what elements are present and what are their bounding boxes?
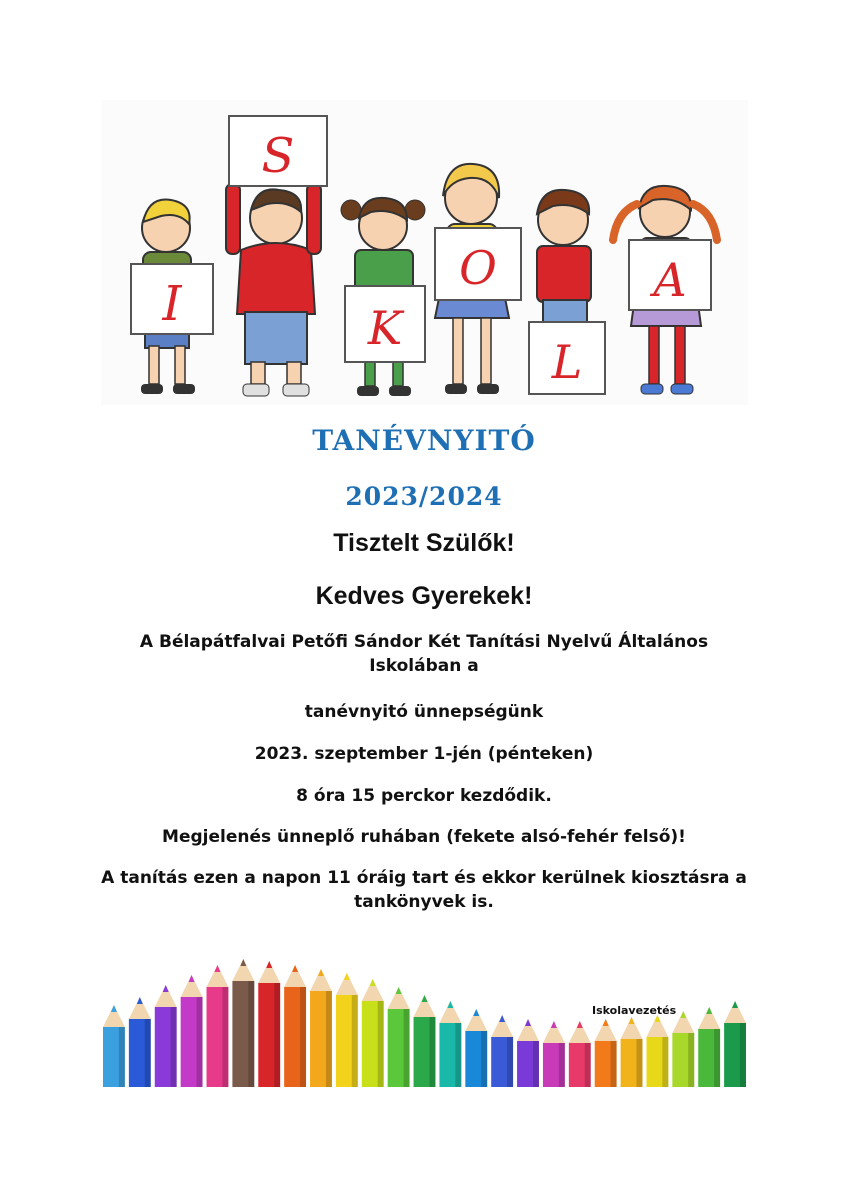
note-paragraph bbox=[90, 866, 758, 914]
pencil bbox=[569, 1021, 591, 1087]
pencil bbox=[232, 959, 254, 1087]
pencil bbox=[672, 1011, 694, 1087]
event-line: tanévnyitó ünnepségünk bbox=[304, 702, 544, 722]
svg-text:L: L bbox=[551, 335, 583, 389]
pencil bbox=[724, 1001, 746, 1087]
school-name-line2: Iskolában a bbox=[369, 656, 479, 676]
greeting-children: Kedves Gyerekek! bbox=[315, 582, 533, 610]
svg-text:S: S bbox=[261, 128, 295, 184]
time-line: 8 óra 15 perckor kezdődik. bbox=[296, 786, 552, 806]
pencil bbox=[181, 975, 203, 1087]
dress-code-line: Megjelenés ünneplő ruhában (fekete alsó-fehér felső)! bbox=[162, 827, 686, 847]
pencil bbox=[310, 969, 332, 1087]
letter-card-s bbox=[229, 116, 327, 186]
pencil bbox=[362, 979, 384, 1087]
svg-text:I: I bbox=[162, 276, 182, 332]
pencil bbox=[465, 1009, 487, 1087]
pencil bbox=[517, 1019, 539, 1087]
pencil bbox=[491, 1015, 513, 1087]
school-year: 2023/2024 bbox=[345, 482, 503, 511]
children-iskola-illustration bbox=[101, 100, 748, 405]
pencil bbox=[155, 985, 177, 1087]
pencil bbox=[207, 965, 229, 1087]
pencil bbox=[543, 1021, 565, 1087]
pencil bbox=[336, 973, 358, 1087]
pencil bbox=[388, 987, 410, 1087]
signature: Iskolavezetés bbox=[592, 1004, 677, 1017]
pencil bbox=[595, 1019, 617, 1087]
svg-text:A: A bbox=[653, 253, 687, 307]
letter-card-l bbox=[529, 322, 605, 394]
pencil bbox=[103, 1005, 125, 1087]
greeting-parents: Tisztelt Szülők! bbox=[333, 529, 515, 557]
pencil bbox=[129, 997, 151, 1087]
school-name-paragraph bbox=[90, 630, 758, 678]
note-line1: A tanítás ezen a napon 11 óráig tart és ekkor kerülnek kiosztásra a bbox=[101, 868, 747, 888]
letter-card-k bbox=[345, 286, 425, 362]
pencil bbox=[646, 1015, 668, 1087]
pencil bbox=[621, 1017, 643, 1087]
pencil bbox=[284, 965, 306, 1087]
page-title: TANÉVNYITÓ bbox=[312, 424, 536, 457]
svg-text:K: K bbox=[367, 301, 403, 355]
pencil bbox=[698, 1007, 720, 1087]
pencil bbox=[414, 995, 436, 1087]
letter-card-i bbox=[131, 264, 213, 334]
school-name-line1: A Bélapátfalvai Petőfi Sándor Két Tanítási Nyelvű Általános bbox=[139, 632, 709, 652]
pencil bbox=[258, 961, 280, 1087]
svg-text:O: O bbox=[459, 241, 497, 295]
letter-card-a bbox=[629, 240, 711, 310]
date-line: 2023. szeptember 1-jén (pénteken) bbox=[254, 744, 594, 764]
child-figure bbox=[226, 184, 321, 396]
letter-card-o bbox=[435, 228, 521, 300]
illustration-svg bbox=[101, 100, 748, 405]
note-line2: tankönyvek is. bbox=[354, 892, 494, 912]
pencil bbox=[439, 1001, 461, 1087]
